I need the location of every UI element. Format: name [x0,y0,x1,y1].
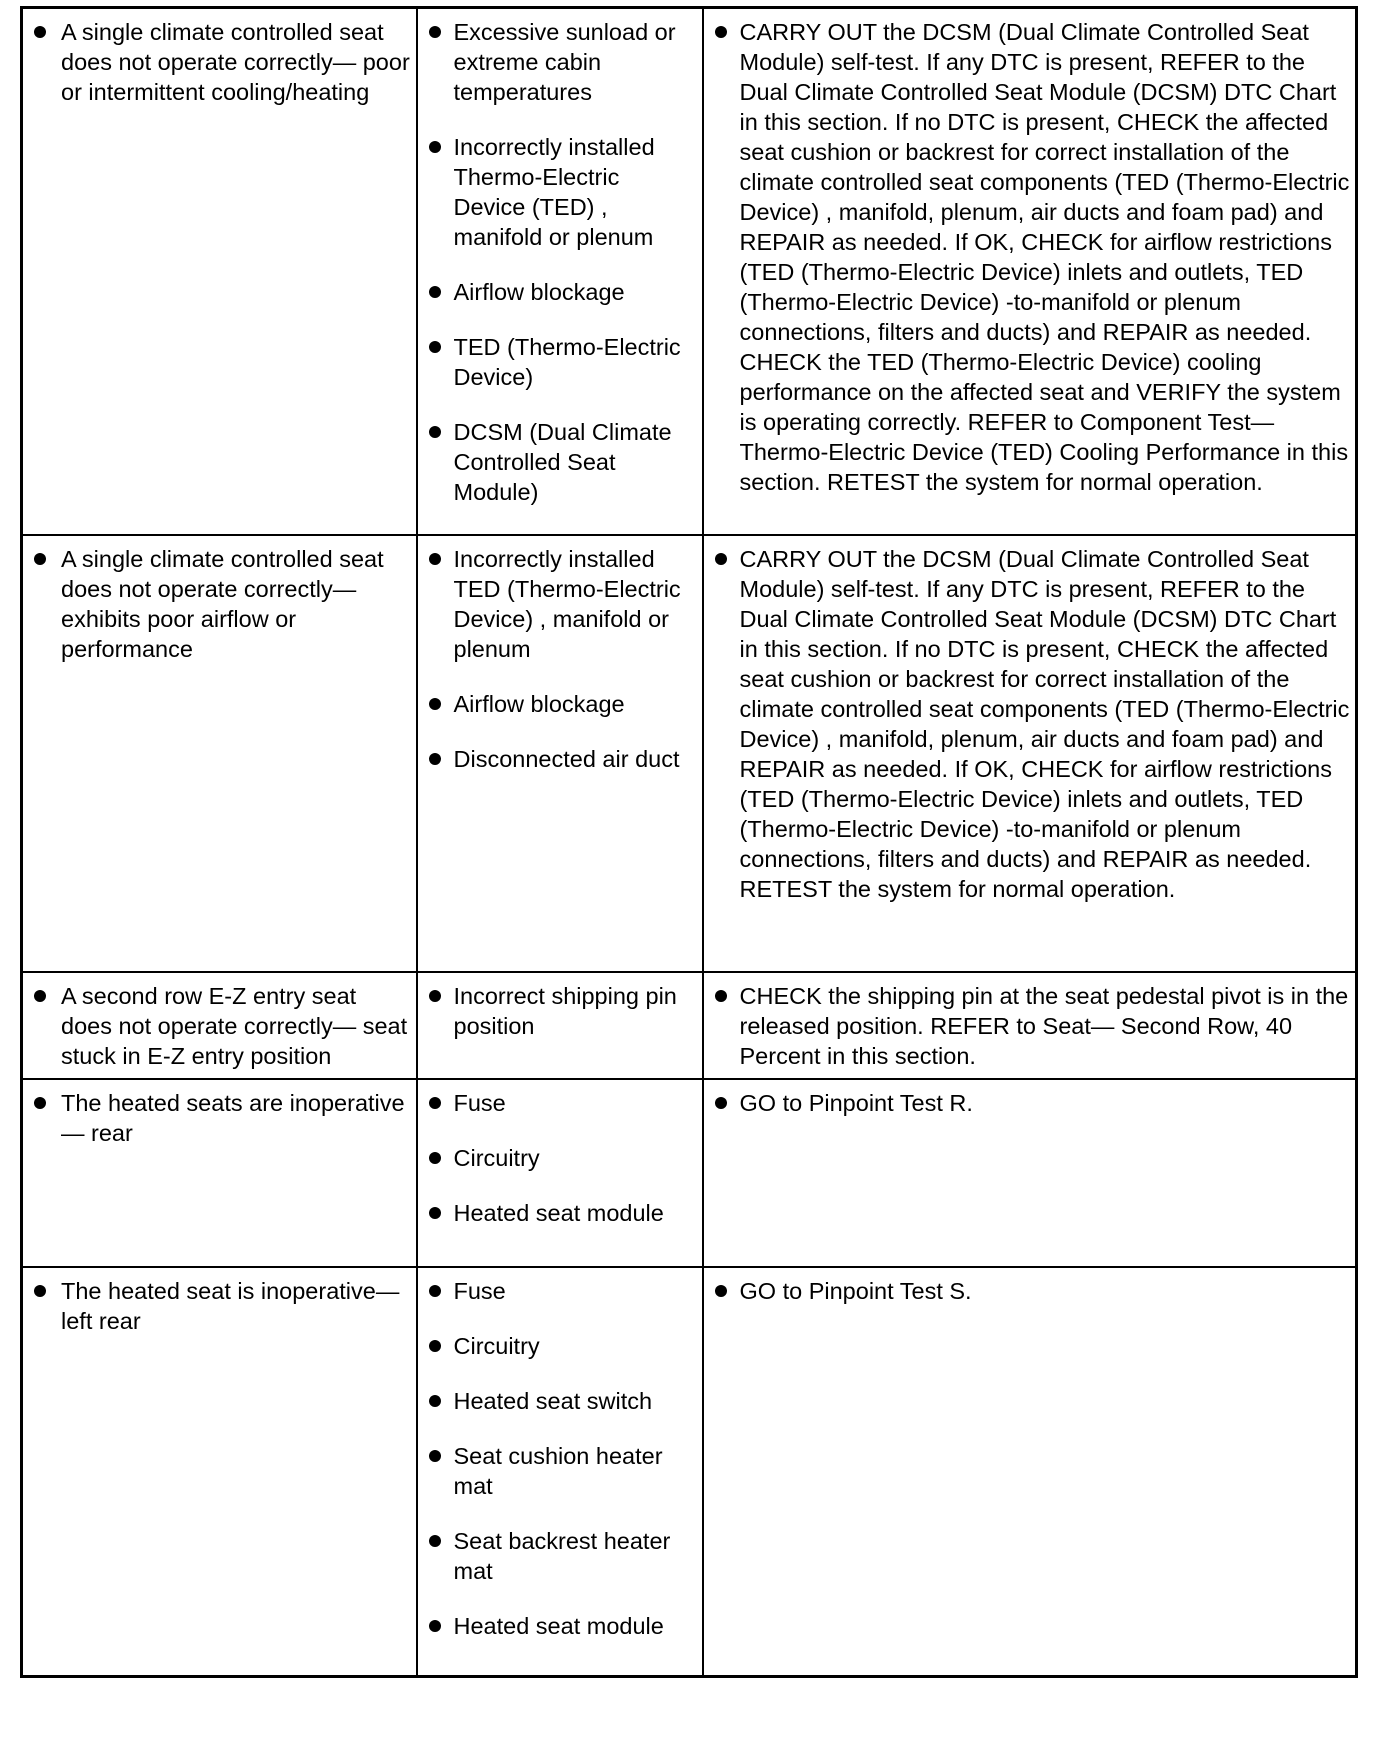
cause-item: Incorrectly installed TED (Thermo-Electric Device) , manifold or plenum [424,544,696,664]
symptom-text: The heated seats are inoperative— rear [29,1088,414,1148]
cause-item: Heated seat module [424,1611,696,1641]
action-text: GO to Pinpoint Test S. [710,1276,1354,1306]
action-cell [703,535,1357,972]
action-cell [703,1079,1357,1267]
cause-item: Excessive sunload or extreme cabin temperatures [424,17,696,107]
causes-cell [417,1267,703,1677]
action-text: GO to Pinpoint Test R. [710,1088,1354,1118]
table-row [22,972,1357,1079]
cause-item: Circuitry [424,1331,696,1361]
symptom-text: The heated seat is inoperative— left rear [29,1276,414,1336]
cause-item: Heated seat switch [424,1386,696,1416]
causes-cell [417,972,703,1079]
cause-item: Fuse [424,1088,696,1118]
symptom-cell [22,535,417,972]
action-text: CARRY OUT the DCSM (Dual Climate Controlled Seat Module) self-test. If any DTC is present, REFER to the Dual Climate Controlled Seat Module (DCSM) DTC Chart in this section. If no DTC is present, CHECK the affected seat cushion or backrest for correct installation of the climate controlled seat components (TED (Thermo-Electric Device) , manifold, plenum, air ducts and foam pad) and REPAIR as needed. If OK, CHECK for airflow restrictions (TED (Thermo-Electric Device) inlets and outlets, TED (Thermo-Electric Device) -to-manifold or plenum connections, filters and ducts) and REPAIR as needed. CHECK the TED (Thermo-Electric Device) cooling performance on the affected seat and VERIFY the system is operating correctly. REFER to Component Test— Thermo-Electric Device (TED) Cooling Performance in this section. RETEST the system for normal operation. [710,17,1354,497]
causes-cell [417,535,703,972]
cause-item: Seat cushion heater mat [424,1441,696,1501]
action-text: CARRY OUT the DCSM (Dual Climate Controlled Seat Module) self-test. If any DTC is present, REFER to the Dual Climate Controlled Seat Module (DCSM) DTC Chart in this section. If no DTC is present, CHECK the affected seat cushion or backrest for correct installation of the climate controlled seat components (TED (Thermo-Electric Device) , manifold, plenum, air ducts and foam pad) and REPAIR as needed. If OK, CHECK for airflow restrictions (TED (Thermo-Electric Device) inlets and outlets, TED (Thermo-Electric Device) -to-manifold or plenum connections, filters and ducts) and REPAIR as needed. RETEST the system for normal operation. [710,544,1354,904]
cause-item: Seat backrest heater mat [424,1526,696,1586]
table-row [22,535,1357,972]
cause-item: Airflow blockage [424,277,696,307]
causes-cell [417,8,703,535]
action-cell [703,972,1357,1079]
cause-item: Heated seat module [424,1198,696,1228]
cause-item: DCSM (Dual Climate Controlled Seat Module) [424,417,696,507]
symptom-text: A single climate controlled seat does not operate correctly— poor or intermittent cooling/heating [29,17,414,107]
symptom-cell [22,1079,417,1267]
cause-item: Airflow blockage [424,689,696,719]
symptom-text: A single climate controlled seat does not operate correctly— exhibits poor airflow or performance [29,544,414,664]
table-row [22,8,1357,535]
table-row [22,1079,1357,1267]
table-row [22,1267,1357,1677]
cause-item: Fuse [424,1276,696,1306]
symptom-cell [22,1267,417,1677]
symptom-text: A second row E-Z entry seat does not operate correctly— seat stuck in E-Z entry position [29,981,414,1071]
action-cell [703,1267,1357,1677]
cause-item: TED (Thermo-Electric Device) [424,332,696,392]
symptom-cell [22,8,417,535]
cause-item: Disconnected air duct [424,744,696,774]
cause-item: Incorrectly installed Thermo-Electric Device (TED) , manifold or plenum [424,132,696,252]
action-cell [703,8,1357,535]
cause-item: Circuitry [424,1143,696,1173]
symptom-cell [22,972,417,1079]
cause-item: Incorrect shipping pin position [424,981,696,1041]
causes-cell [417,1079,703,1267]
symptom-chart-table [20,6,1358,1678]
action-text: CHECK the shipping pin at the seat pedestal pivot is in the released position. REFER to Seat— Second Row, 40 Percent in this section. [710,981,1354,1071]
